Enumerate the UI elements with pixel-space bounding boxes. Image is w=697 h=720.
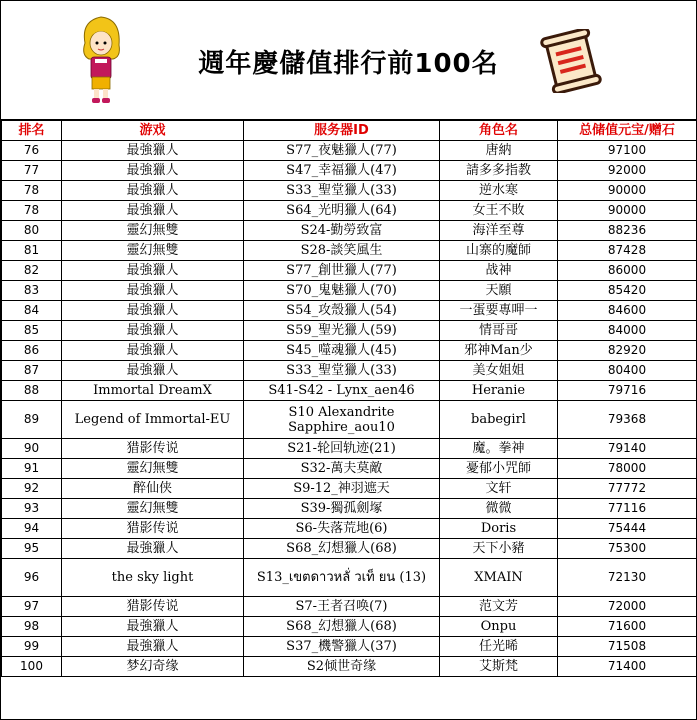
table-row (2, 281, 697, 301)
role-cell: 范文芳 (440, 597, 558, 617)
game-cell: 靈幻無雙 (62, 221, 244, 241)
table-row (2, 459, 697, 479)
rank-cell: 81 (2, 241, 62, 261)
table-row (2, 519, 697, 539)
server-cell: S68_幻想獵人(68) (244, 617, 440, 637)
table-row (2, 657, 697, 677)
amount-cell: 79716 (558, 381, 697, 401)
table-row (2, 637, 697, 657)
page-title: 週年慶儲值排行前100名 (198, 49, 499, 79)
rank-cell: 78 (2, 181, 62, 201)
role-cell: 逆水寒 (440, 181, 558, 201)
server-cell: S77_夜魅獵人(77) (244, 141, 440, 161)
game-cell: 最強獵人 (62, 539, 244, 559)
game-cell: the sky light (62, 559, 244, 597)
table-row (2, 301, 697, 321)
server-cell: S54_攻殼獵人(54) (244, 301, 440, 321)
server-cell: S64_光明獵人(64) (244, 201, 440, 221)
server-cell: S70_鬼魅獵人(70) (244, 281, 440, 301)
amount-cell: 77772 (558, 479, 697, 499)
table-header-row (2, 121, 697, 141)
game-cell: 最強獵人 (62, 301, 244, 321)
column-header: 角色名 (440, 121, 558, 141)
amount-cell: 71600 (558, 617, 697, 637)
table-row (2, 181, 697, 201)
table-row (2, 381, 697, 401)
rank-cell: 96 (2, 559, 62, 597)
role-cell: 請多多指教 (440, 161, 558, 181)
game-cell: 最強獵人 (62, 281, 244, 301)
role-cell: 魔。拳神 (440, 439, 558, 459)
game-cell: 最強獵人 (62, 341, 244, 361)
amount-cell: 87428 (558, 241, 697, 261)
role-cell: 艾斯梵 (440, 657, 558, 677)
rank-cell: 98 (2, 617, 62, 637)
server-cell: S47_幸福獵人(47) (244, 161, 440, 181)
server-cell: S37_機警獵人(37) (244, 637, 440, 657)
rank-cell: 97 (2, 597, 62, 617)
server-cell: S10 Alexandrite Sapphire_aou10 (244, 401, 440, 439)
amount-cell: 80400 (558, 361, 697, 381)
server-cell: S39-獨孤劍塚 (244, 499, 440, 519)
table-row (2, 261, 697, 281)
amount-cell: 75444 (558, 519, 697, 539)
table-row (2, 539, 697, 559)
table-row (2, 559, 697, 597)
server-cell: S28-談笑風生 (244, 241, 440, 261)
server-cell: S33_聖堂獵人(33) (244, 361, 440, 381)
table-row (2, 401, 697, 439)
game-cell: 醉仙侠 (62, 479, 244, 499)
role-cell: 女王不敗 (440, 201, 558, 221)
server-cell: S45_噬魂獵人(45) (244, 341, 440, 361)
game-cell: 最強獵人 (62, 181, 244, 201)
game-cell: 最強獵人 (62, 261, 244, 281)
game-cell: 猎影传说 (62, 439, 244, 459)
table-row (2, 141, 697, 161)
ranking-table (1, 120, 697, 677)
amount-cell: 86000 (558, 261, 697, 281)
role-cell: 战神 (440, 261, 558, 281)
rank-cell: 85 (2, 321, 62, 341)
role-cell: 任光晞 (440, 637, 558, 657)
column-header: 服务器ID (244, 121, 440, 141)
amount-cell: 90000 (558, 201, 697, 221)
game-cell: Immortal DreamX (62, 381, 244, 401)
server-cell: S24-勤勞致富 (244, 221, 440, 241)
amount-cell: 72000 (558, 597, 697, 617)
game-cell: 猎影传说 (62, 597, 244, 617)
rank-cell: 89 (2, 401, 62, 439)
amount-cell: 75300 (558, 539, 697, 559)
amount-cell: 84000 (558, 321, 697, 341)
server-cell: S41-S42 - Lynx_aen46 (244, 381, 440, 401)
game-cell: 最強獵人 (62, 141, 244, 161)
rank-cell: 82 (2, 261, 62, 281)
rank-cell: 100 (2, 657, 62, 677)
game-cell: 最強獵人 (62, 617, 244, 637)
game-cell: 梦幻奇缘 (62, 657, 244, 677)
role-cell: 憂郁小咒師 (440, 459, 558, 479)
rank-cell: 80 (2, 221, 62, 241)
rank-cell: 78 (2, 201, 62, 221)
table-body (2, 141, 697, 677)
rank-cell: 83 (2, 281, 62, 301)
amount-cell: 79368 (558, 401, 697, 439)
amount-cell: 84600 (558, 301, 697, 321)
amount-cell: 77116 (558, 499, 697, 519)
role-cell: 美女姐姐 (440, 361, 558, 381)
amount-cell: 79140 (558, 439, 697, 459)
amount-cell: 71508 (558, 637, 697, 657)
rank-cell: 84 (2, 301, 62, 321)
column-header: 游戏 (62, 121, 244, 141)
role-cell: 唐納 (440, 141, 558, 161)
rank-cell: 86 (2, 341, 62, 361)
server-cell: S2倾世奇缘 (244, 657, 440, 677)
table-row (2, 221, 697, 241)
rank-cell: 94 (2, 519, 62, 539)
table-row (2, 161, 697, 181)
role-cell: XMAIN (440, 559, 558, 597)
server-cell: S9-12_神羽遮天 (244, 479, 440, 499)
server-cell: S7-王者召唤(7) (244, 597, 440, 617)
table-row (2, 597, 697, 617)
amount-cell: 97100 (558, 141, 697, 161)
role-cell: 文轩 (440, 479, 558, 499)
rank-cell: 99 (2, 637, 62, 657)
table-row (2, 321, 697, 341)
sheet-header (1, 1, 696, 120)
table-row (2, 479, 697, 499)
table-row (2, 201, 697, 221)
role-cell: 海洋至尊 (440, 221, 558, 241)
server-cell: S59_聖光獵人(59) (244, 321, 440, 341)
role-cell: 微微 (440, 499, 558, 519)
amount-cell: 88236 (558, 221, 697, 241)
rank-cell: 88 (2, 381, 62, 401)
role-cell: 天願 (440, 281, 558, 301)
column-header: 排名 (2, 121, 62, 141)
amount-cell: 85420 (558, 281, 697, 301)
role-cell: 山寨的魔師 (440, 241, 558, 261)
amount-cell: 82920 (558, 341, 697, 361)
rank-cell: 95 (2, 539, 62, 559)
role-cell: 一蛋要專呷一 (440, 301, 558, 321)
game-cell: 最強獵人 (62, 321, 244, 341)
server-cell: S21-轮回轨迹(21) (244, 439, 440, 459)
rank-cell: 90 (2, 439, 62, 459)
game-cell: 最強獵人 (62, 161, 244, 181)
rank-cell: 93 (2, 499, 62, 519)
server-cell: S68_幻想獵人(68) (244, 539, 440, 559)
game-cell: Legend of Immortal-EU (62, 401, 244, 439)
rank-cell: 92 (2, 479, 62, 499)
table-row (2, 439, 697, 459)
role-cell: Onpu (440, 617, 558, 637)
game-cell: 靈幻無雙 (62, 241, 244, 261)
game-cell: 最強獵人 (62, 361, 244, 381)
game-cell: 猎影传说 (62, 519, 244, 539)
amount-cell: 71400 (558, 657, 697, 677)
role-cell: Doris (440, 519, 558, 539)
game-cell: 靈幻無雙 (62, 499, 244, 519)
server-cell: S32-萬夫莫敵 (244, 459, 440, 479)
role-cell: 邪神Man少 (440, 341, 558, 361)
table-row (2, 341, 697, 361)
table-row (2, 361, 697, 381)
amount-cell: 92000 (558, 161, 697, 181)
rank-cell: 77 (2, 161, 62, 181)
amount-cell: 78000 (558, 459, 697, 479)
amount-cell: 72130 (558, 559, 697, 597)
role-cell: Heranie (440, 381, 558, 401)
server-cell: S33_聖堂獵人(33) (244, 181, 440, 201)
sheet-footer (1, 677, 696, 713)
table-row (2, 617, 697, 637)
server-cell: S6-失落荒地(6) (244, 519, 440, 539)
server-cell: S13_เขตดาวหลั่ วเท็ ยน (13) (244, 559, 440, 597)
scroll-list-icon (539, 29, 603, 93)
amount-cell: 90000 (558, 181, 697, 201)
role-cell: babegirl (440, 401, 558, 439)
table-row (2, 499, 697, 519)
rank-cell: 87 (2, 361, 62, 381)
game-cell: 靈幻無雙 (62, 459, 244, 479)
rank-cell: 91 (2, 459, 62, 479)
role-cell: 天下小豬 (440, 539, 558, 559)
server-cell: S77_創世獵人(77) (244, 261, 440, 281)
role-cell: 情哥哥 (440, 321, 558, 341)
rank-cell: 76 (2, 141, 62, 161)
game-cell: 最強獵人 (62, 201, 244, 221)
game-cell: 最強獵人 (62, 637, 244, 657)
table-row (2, 241, 697, 261)
column-header: 总储值元宝/赠石 (558, 121, 697, 141)
